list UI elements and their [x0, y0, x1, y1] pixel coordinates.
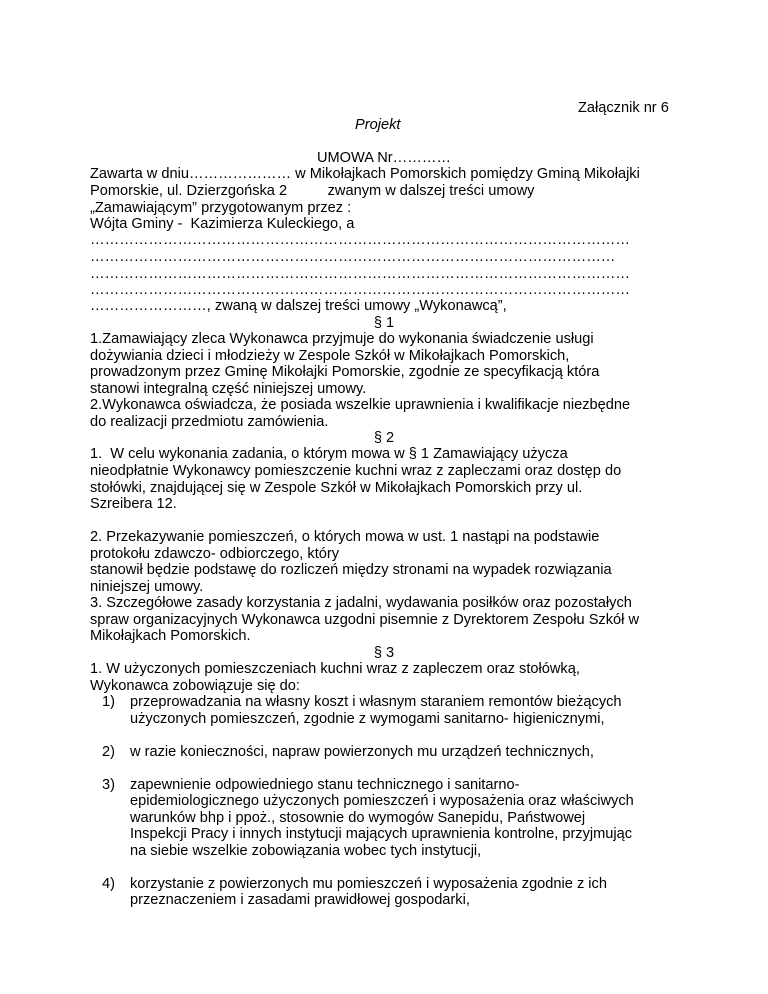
- dotted-line: …………………………………………………………………………………………………: [90, 282, 630, 298]
- section-2-line: stołówki, znajdującej się w Zespole Szkół w Mikołajkach Pomorskich przy ul.: [90, 480, 583, 496]
- dotted-line: …………………………………………………………………………………………………: [90, 266, 630, 282]
- section-1-line: prowadzonym przez Gminę Mikołajki Pomorskie, zgodnie ze specyfikacją która: [90, 364, 600, 380]
- section-2-line: 1. W celu wykonania zadania, o którym mowa w § 1 Zamawiający użycza: [90, 446, 568, 462]
- section-3-line: Wykonawca zobowiązuje się do:: [90, 678, 300, 694]
- section-2-line: 2. Przekazywanie pomieszczeń, o których mowa w ust. 1 nastąpi na podstawie: [90, 529, 600, 545]
- section-2-line: 3. Szczegółowe zasady korzystania z jadalni, wydawania posiłków oraz pozostałych: [90, 595, 632, 611]
- list-item-line: przeprowadzania na własny koszt i własnym staraniem remontów bieżących: [130, 694, 622, 710]
- section-1-line: dożywiania dzieci i młodzieży w Zespole Szkół w Mikołajkach Pomorskich,: [90, 348, 570, 364]
- section-2-heading: § 2: [373, 430, 395, 446]
- section-2-line: stanowił będzie podstawę do rozliczeń między stronami na wypadek rozwiązania: [90, 562, 612, 578]
- list-number: 1): [102, 694, 115, 710]
- projekt-label: Projekt: [355, 117, 401, 133]
- list-item-line: epidemiologicznego użyczonych pomieszczeń i wyposażenia oraz właściwych: [130, 793, 634, 809]
- section-2-line: Szreibera 12.: [90, 496, 177, 512]
- dotted-line: …………………………………………………………………………………………………: [90, 232, 630, 248]
- section-1-heading: § 1: [373, 315, 395, 331]
- section-1-line: stanowi integralną część niniejszej umowy.: [90, 381, 367, 397]
- section-2-line: protokołu zdawczo- odbiorczego, który: [90, 546, 340, 562]
- attachment-label: Załącznik nr 6: [578, 100, 669, 116]
- list-number: 3): [102, 777, 115, 793]
- list-number: 2): [102, 744, 115, 760]
- dotted-line: ………………………………………………………………………………………………: [90, 249, 616, 265]
- intro-line: „Zamawiającym” przygotowanym przez :: [90, 200, 352, 216]
- list-item-line: przeznaczeniem i zasadami prawidłowej gospodarki,: [130, 892, 470, 908]
- intro-line: Pomorskie, ul. Dzierzgońska 2 zwanym w dalszej treści umowy: [90, 183, 535, 199]
- list-item-line: korzystanie z powierzonych mu pomieszczeń i wyposażenia zgodnie z ich: [130, 876, 607, 892]
- list-item-line: w razie konieczności, napraw powierzonych mu urządzeń technicznych,: [130, 744, 594, 760]
- list-number: 4): [102, 876, 115, 892]
- section-1-line: do realizacji przedmiotu zamówienia.: [90, 414, 329, 430]
- section-2-line: Mikołajkach Pomorskich.: [90, 628, 251, 644]
- section-1-line: 2.Wykonawca oświadcza, że posiada wszelkie uprawnienia i kwalifikacje niezbędne: [90, 397, 631, 413]
- contract-title: UMOWA Nr…………: [316, 150, 452, 166]
- section-1-line: 1.Zamawiający zleca Wykonawca przyjmuje do wykonania świadczenie usługi: [90, 331, 594, 347]
- list-item-line: użyczonych pomieszczeń, zgodnie z wymogami sanitarno- higienicznymi,: [130, 711, 605, 727]
- list-item-line: na siebie wszelkie zobowiązania wobec tych instytucji,: [130, 843, 482, 859]
- list-item-line: zapewnienie odpowiedniego stanu technicznego i sanitarno-: [130, 777, 520, 793]
- section-3-heading: § 3: [373, 645, 395, 661]
- intro-line: Wójta Gminy - Kazimierza Kuleckiego, a: [90, 216, 355, 232]
- intro-line: ……………………, zwaną w dalszej treści umowy „Wykonawcą”,: [90, 298, 507, 314]
- section-2-line: nieodpłatnie Wykonawcy pomieszczenie kuchni wraz z zapleczami oraz dostęp do: [90, 463, 622, 479]
- intro-line: Zawarta w dniu………………… w Mikołajkach Pomorskich pomiędzy Gminą Mikołajki: [90, 166, 640, 182]
- list-item-line: warunków bhp i ppoż., stosownie do wymogów Sanepidu, Państwowej: [130, 810, 586, 826]
- section-2-line: spraw organizacyjnych Wykonawca uzgodni pisemnie z Dyrektorem Zespołu Szkół w: [90, 612, 639, 628]
- list-item-line: Inspekcji Pracy i innych instytucji mających uprawnienia kontrolne, przyjmując: [130, 826, 633, 842]
- section-2-line: niniejszej umowy.: [90, 579, 204, 595]
- section-3-line: 1. W użyczonych pomieszczeniach kuchni wraz z zapleczem oraz stołówką,: [90, 661, 580, 677]
